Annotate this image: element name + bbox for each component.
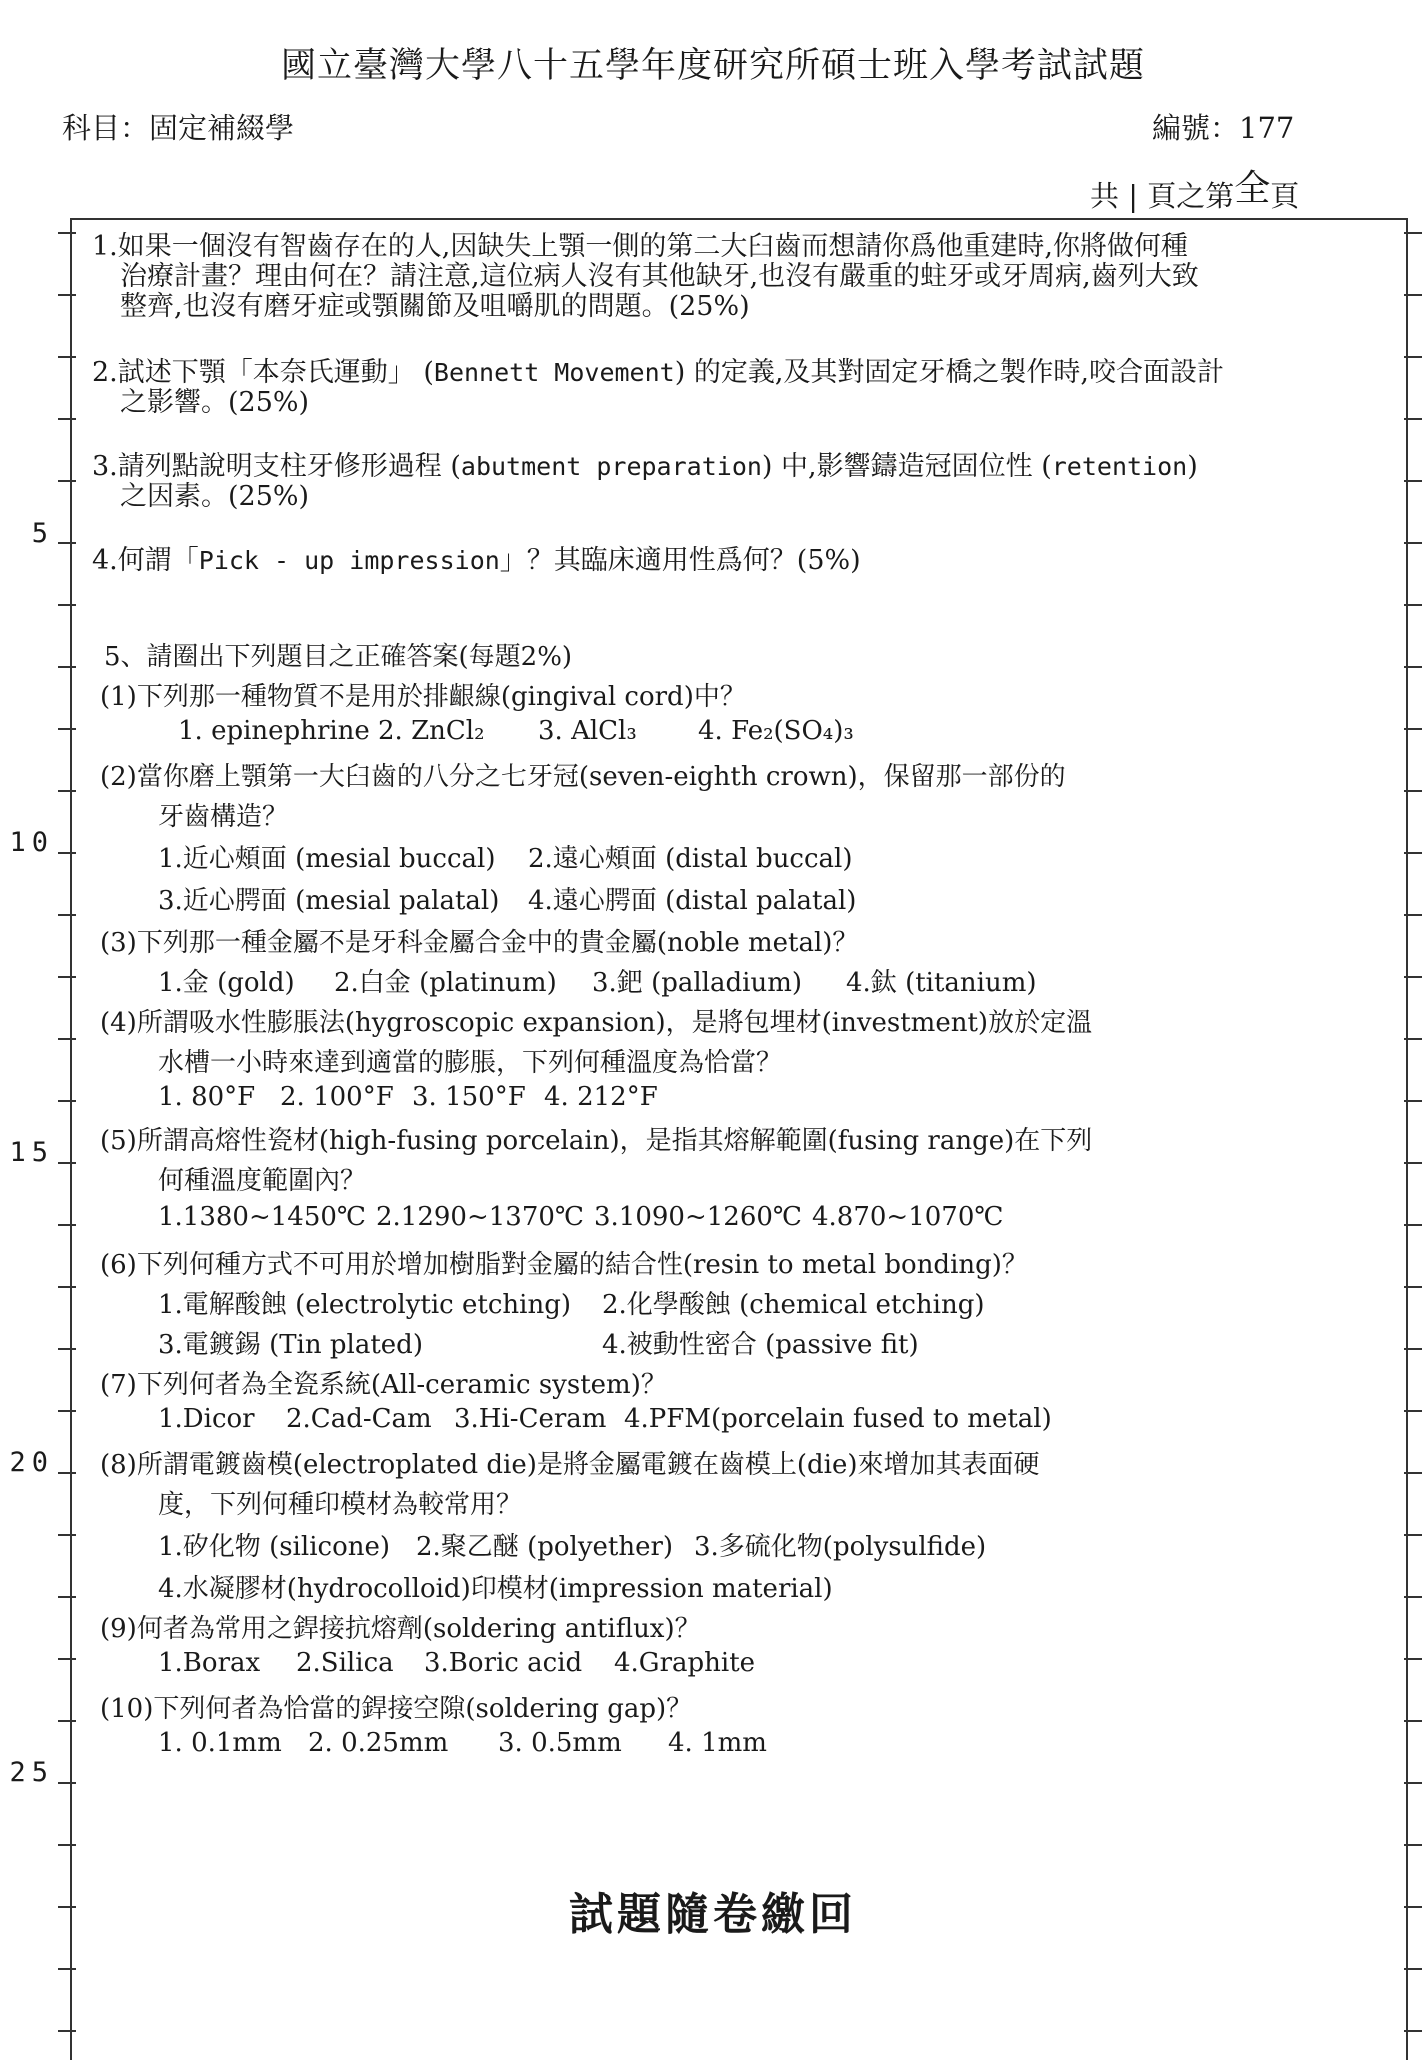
margin-tick xyxy=(1404,1286,1422,1288)
mc-option: 3.1090~1260℃ xyxy=(594,1202,803,1232)
question-text: 3.請列點說明支柱牙修形過程 ( xyxy=(92,451,461,482)
mc-option: 4.被動性密合 (passive fit) xyxy=(602,1330,919,1360)
page-count xyxy=(1090,166,1299,217)
exam-code: 編號：177 xyxy=(1152,111,1295,145)
mc-option: 3.Boric acid xyxy=(424,1648,583,1678)
margin-tick xyxy=(58,1844,76,1846)
mc-question-2: (2)當你磨上顎第一大臼齒的八分之七牙冠(seven-eighth crown)，保留那一部份的 xyxy=(100,762,1066,792)
question-text: 4.何謂「 xyxy=(92,545,199,576)
margin-tick xyxy=(1404,480,1422,482)
question-term: Pick - up impression xyxy=(198,546,500,575)
essay-question-4 xyxy=(92,546,861,576)
mc-option: 1.矽化物 (silicone) xyxy=(158,1532,390,1562)
mc-options-7 xyxy=(158,1404,1052,1434)
margin-tick xyxy=(58,1968,76,1970)
margin-tick xyxy=(58,294,76,296)
mc-option: 2. 0.25mm xyxy=(308,1728,449,1758)
question-line: 整齊,也沒有磨牙症或顎關節及咀嚼肌的問題。(25%) xyxy=(120,291,750,322)
margin-tick xyxy=(1404,914,1422,916)
page-count-prefix: 共 | 頁之第 xyxy=(1090,179,1235,213)
mc-option: 4.鈦 (titanium) xyxy=(846,968,1037,998)
margin-tick xyxy=(1404,1038,1422,1040)
margin-tick xyxy=(1404,976,1422,978)
page-count-suffix: 頁 xyxy=(1270,179,1300,213)
exam-title: 國立臺灣大學八十五學年度研究所碩士班入學考試試題 xyxy=(280,46,1145,86)
margin-tick xyxy=(1404,356,1422,358)
margin-tick xyxy=(1404,852,1422,854)
margin-tick xyxy=(58,356,76,358)
margin-tick xyxy=(58,1286,76,1288)
mc-section-header: 5、請圈出下列題目之正確答案(每題2%) xyxy=(104,642,573,672)
line-number-15: 15 xyxy=(9,1137,54,1168)
mc-option: 3.多硫化物(polysulfide) xyxy=(694,1532,987,1562)
essay-question-2 xyxy=(92,358,1224,418)
margin-tick xyxy=(58,1100,76,1102)
margin-tick xyxy=(58,666,76,668)
mc-question-10: (10)下列何者為恰當的銲接空隙(soldering gap)？ xyxy=(100,1694,693,1724)
mc-options-4 xyxy=(158,1082,658,1112)
mc-question-4: (4)所謂吸水性膨脹法(hygroscopic expansion)，是將包埋材(investment)放於定溫 xyxy=(100,1008,1093,1038)
margin-tick xyxy=(1404,1100,1422,1102)
margin-tick xyxy=(1404,1534,1422,1536)
margin-tick xyxy=(1404,1720,1422,1722)
margin-tick xyxy=(58,542,76,544)
margin-tick xyxy=(1404,1472,1422,1474)
margin-tick xyxy=(58,1534,76,1536)
mc-option: 4. 212°F xyxy=(544,1082,658,1112)
margin-tick xyxy=(58,1224,76,1226)
mc-option: 1. 0.1mm xyxy=(158,1728,282,1758)
margin-tick xyxy=(58,480,76,482)
mc-question-7: (7)下列何者為全瓷系統(All-ceramic system)？ xyxy=(100,1370,667,1400)
mc-option: 4. 1mm xyxy=(668,1728,767,1758)
mc-option: 2.遠心頰面 (distal buccal) xyxy=(528,844,853,874)
margin-tick xyxy=(58,2030,76,2032)
margin-tick xyxy=(58,1720,76,1722)
mc-option: 2.聚乙醚 (polyether) xyxy=(416,1532,674,1562)
mc-options-1 xyxy=(178,716,854,746)
mc-option: 2.化學酸蝕 (chemical etching) xyxy=(602,1290,985,1320)
question-line: 1.如果一個沒有智齒存在的人,因缺失上顎一側的第二大臼齒而想請你爲他重建時,你將做何種 xyxy=(92,231,1188,262)
essay-question-1 xyxy=(92,232,1199,322)
line-number-25: 25 xyxy=(9,1757,54,1788)
margin-tick xyxy=(1404,1162,1422,1164)
line-number-10: 10 xyxy=(9,827,54,858)
line-number-20: 20 xyxy=(9,1447,54,1478)
margin-tick xyxy=(1404,2030,1422,2032)
mc-option: 3.近心腭面 (mesial palatal) xyxy=(158,886,500,916)
mc-option: 3. 0.5mm xyxy=(498,1728,622,1758)
page-count-handwritten: 全 xyxy=(1234,168,1271,209)
margin-tick xyxy=(1404,1596,1422,1598)
margin-tick xyxy=(58,1782,76,1784)
margin-tick xyxy=(58,232,76,234)
margin-tick xyxy=(1404,1782,1422,1784)
mc-option: 4.PFM(porcelain fused to metal) xyxy=(624,1404,1052,1434)
margin-tick xyxy=(1404,542,1422,544)
mc-options-10 xyxy=(158,1728,767,1758)
question-term: Bennett Movement xyxy=(433,358,675,387)
mc-options-6 xyxy=(158,1284,985,1321)
mc-option: 3. 150°F xyxy=(412,1082,526,1112)
subject-label: 科目：固定補綴學 xyxy=(62,111,295,145)
margin-tick xyxy=(1404,232,1422,234)
mc-options-3 xyxy=(158,962,1037,999)
margin-tick xyxy=(58,914,76,916)
question-text: ) xyxy=(1187,451,1198,482)
margin-tick xyxy=(58,1658,76,1660)
mc-question-8-cont: 度，下列何種印模材為較常用？ xyxy=(158,1490,523,1520)
mc-option: 1.近心頰面 (mesial buccal) xyxy=(158,844,496,874)
margin-tick xyxy=(1404,1968,1422,1970)
mc-option: 3. AlCl₃ xyxy=(538,716,637,746)
mc-option: 1.1380~1450℃ xyxy=(158,1202,367,1232)
mc-option: 1.Dicor xyxy=(158,1404,255,1434)
margin-tick xyxy=(58,852,76,854)
margin-tick xyxy=(1404,418,1422,420)
margin-tick xyxy=(1404,1224,1422,1226)
question-text: 」？其臨床適用性爲何？(5%) xyxy=(499,545,861,576)
mc-option: 2.白金 (platinum) xyxy=(334,968,557,998)
mc-options-6b xyxy=(158,1324,919,1361)
mc-option: 1.Borax xyxy=(158,1648,261,1678)
mc-option: 3.鈀 (palladium) xyxy=(592,968,802,998)
margin-tick xyxy=(58,976,76,978)
margin-tick xyxy=(1404,790,1422,792)
margin-tick xyxy=(1404,1844,1422,1846)
mc-option: 4.水凝膠材(hydrocolloid)印模材(impression material) xyxy=(158,1574,833,1604)
line-number-5: 5 xyxy=(31,518,54,549)
mc-option: 4.870~1070℃ xyxy=(812,1202,1004,1232)
question-text: 2.試述下顎「本奈氏運動」 ( xyxy=(92,357,434,388)
margin-tick xyxy=(58,604,76,606)
margin-tick xyxy=(58,1596,76,1598)
mc-question-2-cont: 牙齒構造？ xyxy=(158,802,289,832)
mc-option: 1.金 (gold) xyxy=(158,968,295,998)
mc-option: 1. 80°F xyxy=(158,1082,256,1112)
mc-question-8: (8)所謂電鍍齒模(electroplated die)是將金屬電鍍在齒模上(die)來增加其表面硬 xyxy=(100,1450,1040,1480)
essay-question-3 xyxy=(92,452,1198,512)
mc-option: 3.電鍍錫 (Tin plated) xyxy=(158,1330,423,1360)
margin-tick xyxy=(1404,666,1422,668)
mc-options-8 xyxy=(158,1526,986,1563)
mc-question-5: (5)所謂高熔性瓷材(high-fusing porcelain)，是指其熔解範圍(fusing range)在下列 xyxy=(100,1126,1093,1156)
mc-question-4-cont: 水槽一小時來達到適當的膨脹，下列何種溫度為恰當？ xyxy=(158,1048,783,1078)
mc-options-9 xyxy=(158,1648,755,1678)
question-line: 治療計畫？理由何在？請注意,這位病人沒有其他缺牙,也沒有嚴重的蛀牙或牙周病,齒列大致 xyxy=(120,261,1199,292)
mc-question-5-cont: 何種溫度範圍內？ xyxy=(158,1166,367,1196)
margin-tick xyxy=(1404,294,1422,296)
question-line: 之影響。(25%) xyxy=(120,387,310,418)
mc-question-9: (9)何者為常用之銲接抗熔劑(soldering antiflux)？ xyxy=(100,1614,701,1644)
mc-option: 2.Silica xyxy=(296,1648,394,1678)
question-text: ) 的定義,及其對固定牙橋之製作時,咬合面設計 xyxy=(674,357,1224,388)
mc-option: 1.電解酸蝕 (electrolytic etching) xyxy=(158,1290,571,1320)
mc-option: 2. ZnCl₂ xyxy=(378,716,485,746)
margin-tick xyxy=(58,790,76,792)
mc-options-5 xyxy=(158,1202,1003,1232)
margin-tick xyxy=(58,1348,76,1350)
mc-options-2b xyxy=(158,880,856,917)
margin-tick xyxy=(1404,604,1422,606)
mc-option: 2.1290~1370℃ xyxy=(376,1202,585,1232)
mc-option: 1. epinephrine xyxy=(178,716,370,746)
question-text: ) 中,影響鑄造冠固位性 ( xyxy=(761,451,1052,482)
mc-options-8b xyxy=(158,1568,833,1605)
mc-option: 3.Hi-Ceram xyxy=(454,1404,607,1434)
mc-question-3: (3)下列那一種金屬不是牙科金屬合金中的貴金屬(noble metal)？ xyxy=(100,928,859,958)
margin-tick xyxy=(1404,728,1422,730)
question-line: 之因素。(25%) xyxy=(120,481,310,512)
mc-option: 4.遠心腭面 (distal palatal) xyxy=(528,886,857,916)
mc-option: 2.Cad-Cam xyxy=(286,1404,432,1434)
margin-tick xyxy=(1404,1410,1422,1412)
margin-tick xyxy=(58,728,76,730)
mc-option: 2. 100°F xyxy=(280,1082,394,1112)
margin-tick xyxy=(58,1410,76,1412)
mc-option: 4. Fe₂(SO₄)₃ xyxy=(698,716,854,746)
margin-tick xyxy=(1404,1658,1422,1660)
question-term: retention xyxy=(1051,452,1188,481)
mc-question-1: (1)下列那一種物質不是用於排齦線(gingival cord)中？ xyxy=(100,682,746,712)
margin-tick xyxy=(58,1038,76,1040)
margin-tick xyxy=(1404,1348,1422,1350)
margin-tick xyxy=(58,418,76,420)
mc-option: 4.Graphite xyxy=(614,1648,756,1678)
margin-tick xyxy=(58,1162,76,1164)
margin-tick xyxy=(58,1472,76,1474)
return-notice: 試題隨卷繳回 xyxy=(569,1889,857,1940)
question-term: abutment preparation xyxy=(460,452,762,481)
mc-options-2 xyxy=(158,838,853,875)
mc-question-6: (6)下列何種方式不可用於增加樹脂對金屬的結合性(resin to metal bonding)？ xyxy=(100,1250,1028,1280)
